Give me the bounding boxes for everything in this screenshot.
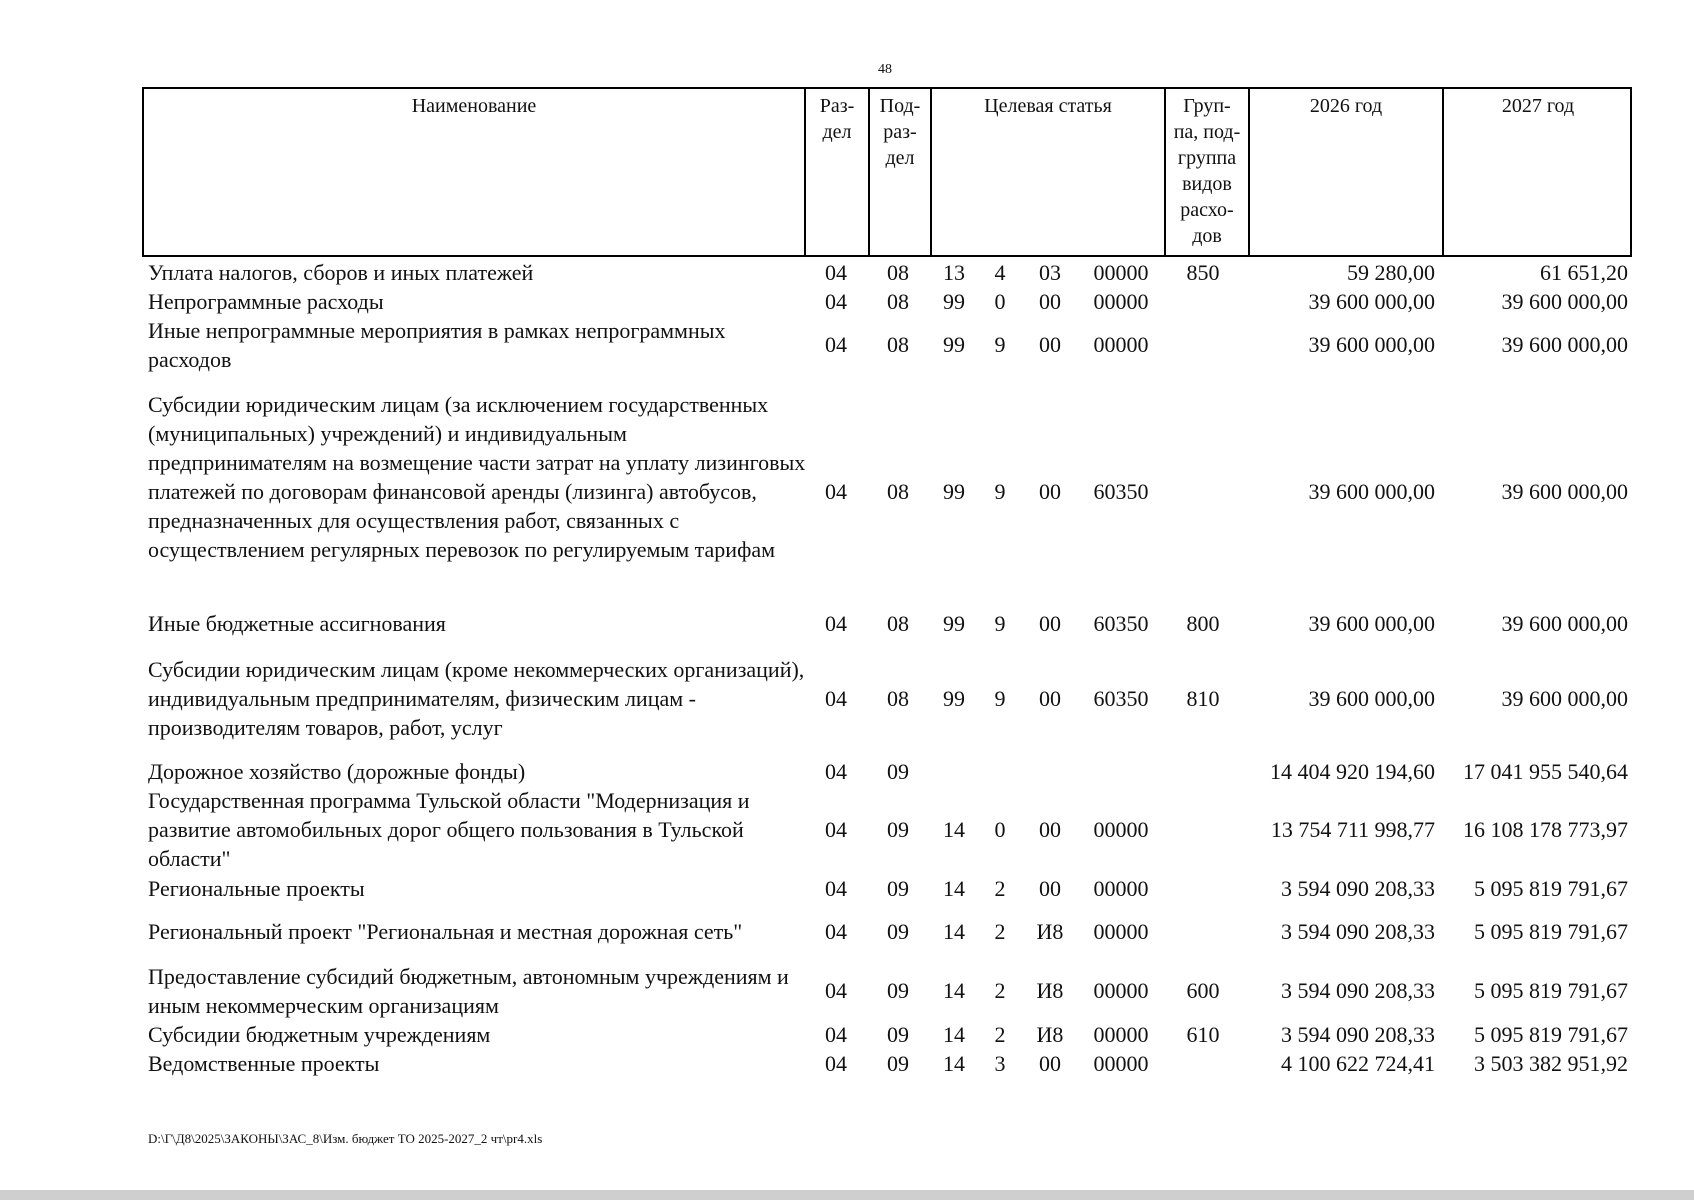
row-target-3: 00 [1039, 817, 1061, 842]
row-group: 850 [1186, 260, 1220, 285]
row-target-4: 00000 [1093, 876, 1149, 901]
row-name: Дорожное хозяйство (дорожные фонды) [148, 759, 526, 784]
row-2027: 3 503 382 951,92 [1474, 1051, 1628, 1076]
table-row [0, 609, 1694, 638]
table-row [0, 786, 1694, 873]
row-section: 04 [825, 817, 847, 842]
row-target-2: 2 [994, 1022, 1006, 1047]
table-row [0, 1020, 1694, 1049]
row-2026: 4 100 622 724,41 [1281, 1051, 1435, 1076]
row-subsection: 08 [887, 611, 909, 636]
row-name: Региональный проект "Региональная и местная дорожная сеть" [148, 919, 743, 944]
row-name: Ведомственные проекты [148, 1051, 380, 1076]
row-target-2: 2 [994, 978, 1006, 1003]
row-target-3: И8 [1036, 978, 1064, 1003]
row-section: 04 [825, 759, 847, 784]
row-section: 04 [825, 919, 847, 944]
row-target-1: 99 [943, 289, 965, 314]
row-2026: 14 404 920 194,60 [1270, 759, 1435, 784]
row-target-2: 0 [994, 817, 1006, 842]
row-target-2: 2 [994, 876, 1006, 901]
row-target-4: 00000 [1093, 332, 1149, 357]
row-target-1: 14 [943, 919, 965, 944]
row-target-1: 99 [943, 479, 965, 504]
row-2027: 17 041 955 540,64 [1463, 759, 1628, 784]
row-target-2: 9 [994, 686, 1006, 711]
row-target-4: 00000 [1093, 289, 1149, 314]
row-section: 04 [825, 479, 847, 504]
row-target-3: 00 [1039, 686, 1061, 711]
row-target-3: 00 [1039, 332, 1061, 357]
row-target-4: 00000 [1093, 1051, 1149, 1076]
row-2026: 59 280,00 [1347, 260, 1435, 285]
row-target-3: 00 [1039, 1051, 1061, 1076]
row-name: Субсидии бюджетным учреждениям [148, 1022, 491, 1047]
scan-edge [0, 1190, 1694, 1200]
row-target-4: 00000 [1093, 260, 1149, 285]
row-name: Региональные проекты [148, 876, 365, 901]
table-header [142, 87, 1632, 257]
row-2026: 3 594 090 208,33 [1281, 1022, 1435, 1047]
row-target-4: 60350 [1093, 479, 1149, 504]
header-section: Раз- дел [819, 95, 855, 143]
row-name: Иные непрограммные мероприятия в рамках непрограммных расходов [148, 318, 726, 372]
row-subsection: 08 [887, 479, 909, 504]
header-name: Наименование [411, 95, 537, 117]
row-subsection: 09 [887, 1051, 909, 1076]
header-2026: 2026 год [1309, 95, 1383, 117]
row-2027: 5 095 819 791,67 [1474, 1022, 1628, 1047]
row-target-2: 9 [994, 611, 1006, 636]
row-section: 04 [825, 978, 847, 1003]
row-group: 600 [1186, 978, 1220, 1003]
row-2027: 5 095 819 791,67 [1474, 876, 1628, 901]
row-subsection: 08 [887, 260, 909, 285]
row-target-2: 3 [994, 1051, 1006, 1076]
table-row [0, 287, 1694, 316]
row-target-4: 00000 [1093, 1022, 1149, 1047]
row-section: 04 [825, 1051, 847, 1076]
row-target-4: 00000 [1093, 817, 1149, 842]
row-name: Государственная программа Тульской области "Модернизация и развитие автомобильных дорог общего пользования в Тульской области" [148, 788, 750, 871]
row-2027: 5 095 819 791,67 [1474, 919, 1628, 944]
row-subsection: 09 [887, 817, 909, 842]
row-2027: 39 600 000,00 [1501, 289, 1628, 314]
row-2026: 13 754 711 998,77 [1270, 817, 1435, 842]
row-subsection: 09 [887, 759, 909, 784]
row-target-3: 00 [1039, 479, 1061, 504]
row-name: Субсидии юридическим лицам (за исключением государственных (муниципальных) учреждений) и индивидуальным предпринимателям на возмещение части затрат на уплату лизинговых платежей по договорам финансовой аренды (лизинга) автобусов, предназначенных для осуществления работ, связанных с осуществлением регулярных перевозок по регулируемым тарифам [148, 392, 806, 562]
row-target-4: 00000 [1093, 978, 1149, 1003]
row-target-3: 03 [1039, 260, 1061, 285]
table-row [0, 258, 1694, 287]
row-target-1: 14 [943, 876, 965, 901]
table-row [0, 316, 1694, 374]
page-number: 48 [878, 62, 892, 77]
row-section: 04 [825, 876, 847, 901]
row-subsection: 08 [887, 686, 909, 711]
row-target-1: 13 [943, 260, 965, 285]
table-row [0, 874, 1694, 903]
row-2027: 39 600 000,00 [1501, 611, 1628, 636]
row-group: 610 [1186, 1022, 1220, 1047]
row-2026: 3 594 090 208,33 [1281, 919, 1435, 944]
row-group: 810 [1186, 686, 1220, 711]
row-subsection: 09 [887, 1022, 909, 1047]
row-target-1: 99 [943, 686, 965, 711]
row-target-2: 4 [994, 260, 1006, 285]
row-target-4: 60350 [1093, 611, 1149, 636]
row-2027: 39 600 000,00 [1501, 686, 1628, 711]
row-2026: 3 594 090 208,33 [1281, 876, 1435, 901]
row-target-3: 00 [1039, 611, 1061, 636]
row-target-3: 00 [1039, 289, 1061, 314]
row-2027: 16 108 178 773,97 [1463, 817, 1628, 842]
row-target-2: 9 [994, 332, 1006, 357]
row-target-3: 00 [1039, 876, 1061, 901]
row-target-1: 14 [943, 1051, 965, 1076]
row-subsection: 09 [887, 876, 909, 901]
row-group: 800 [1186, 611, 1220, 636]
row-subsection: 08 [887, 332, 909, 357]
row-2027: 61 651,20 [1540, 260, 1628, 285]
row-target-1: 14 [943, 1022, 965, 1047]
row-name: Иные бюджетные ассигнования [148, 611, 446, 636]
header-2027: 2027 год [1501, 95, 1575, 117]
row-section: 04 [825, 260, 847, 285]
table-row [0, 962, 1694, 1020]
row-section: 04 [825, 332, 847, 357]
row-subsection: 09 [887, 919, 909, 944]
row-target-1: 99 [943, 611, 965, 636]
row-subsection: 08 [887, 289, 909, 314]
row-2026: 39 600 000,00 [1308, 479, 1435, 504]
row-name: Уплата налогов, сборов и иных платежей [148, 260, 534, 285]
row-2026: 39 600 000,00 [1308, 289, 1435, 314]
row-name: Непрограммные расходы [148, 289, 384, 314]
row-target-2: 2 [994, 919, 1006, 944]
row-2027: 39 600 000,00 [1501, 332, 1628, 357]
row-target-3: И8 [1036, 1022, 1064, 1047]
table-row [0, 1049, 1694, 1078]
row-target-2: 9 [994, 479, 1006, 504]
table-row [0, 757, 1694, 786]
row-2026: 39 600 000,00 [1308, 611, 1435, 636]
row-section: 04 [825, 289, 847, 314]
header-target: Целевая статья [984, 95, 1112, 117]
row-2026: 39 600 000,00 [1308, 332, 1435, 357]
row-subsection: 09 [887, 978, 909, 1003]
row-name: Субсидии юридическим лицам (кроме некоммерческих организаций), индивидуальным предпринимателям, физическим лицам - производителям товаров, работ, услуг [148, 657, 805, 740]
row-target-1: 99 [943, 332, 965, 357]
row-2026: 39 600 000,00 [1308, 686, 1435, 711]
row-section: 04 [825, 686, 847, 711]
header-group: Груп- па, под- группа видов расхо- дов [1173, 95, 1241, 247]
row-name: Предоставление субсидий бюджетным, автономным учреждениям и иным некоммерческим организациям [148, 964, 789, 1018]
row-section: 04 [825, 1022, 847, 1047]
table-row [0, 390, 1694, 593]
table-row [0, 655, 1694, 742]
row-2027: 5 095 819 791,67 [1474, 978, 1628, 1003]
row-target-4: 00000 [1093, 919, 1149, 944]
row-2027: 39 600 000,00 [1501, 479, 1628, 504]
row-section: 04 [825, 611, 847, 636]
header-subsection: Под- раз- дел [879, 95, 921, 169]
file-path-footer: D:\Г\Д8\2025\ЗАКОНЫ\ЗАС_8\Изм. бюджет ТО 2025-2027_2 чт\pr4.xls [148, 1131, 543, 1146]
table-row [0, 917, 1694, 946]
row-target-3: И8 [1036, 919, 1064, 944]
row-target-4: 60350 [1093, 686, 1149, 711]
row-target-1: 14 [943, 817, 965, 842]
row-2026: 3 594 090 208,33 [1281, 978, 1435, 1003]
row-target-2: 0 [994, 289, 1006, 314]
row-target-1: 14 [943, 978, 965, 1003]
